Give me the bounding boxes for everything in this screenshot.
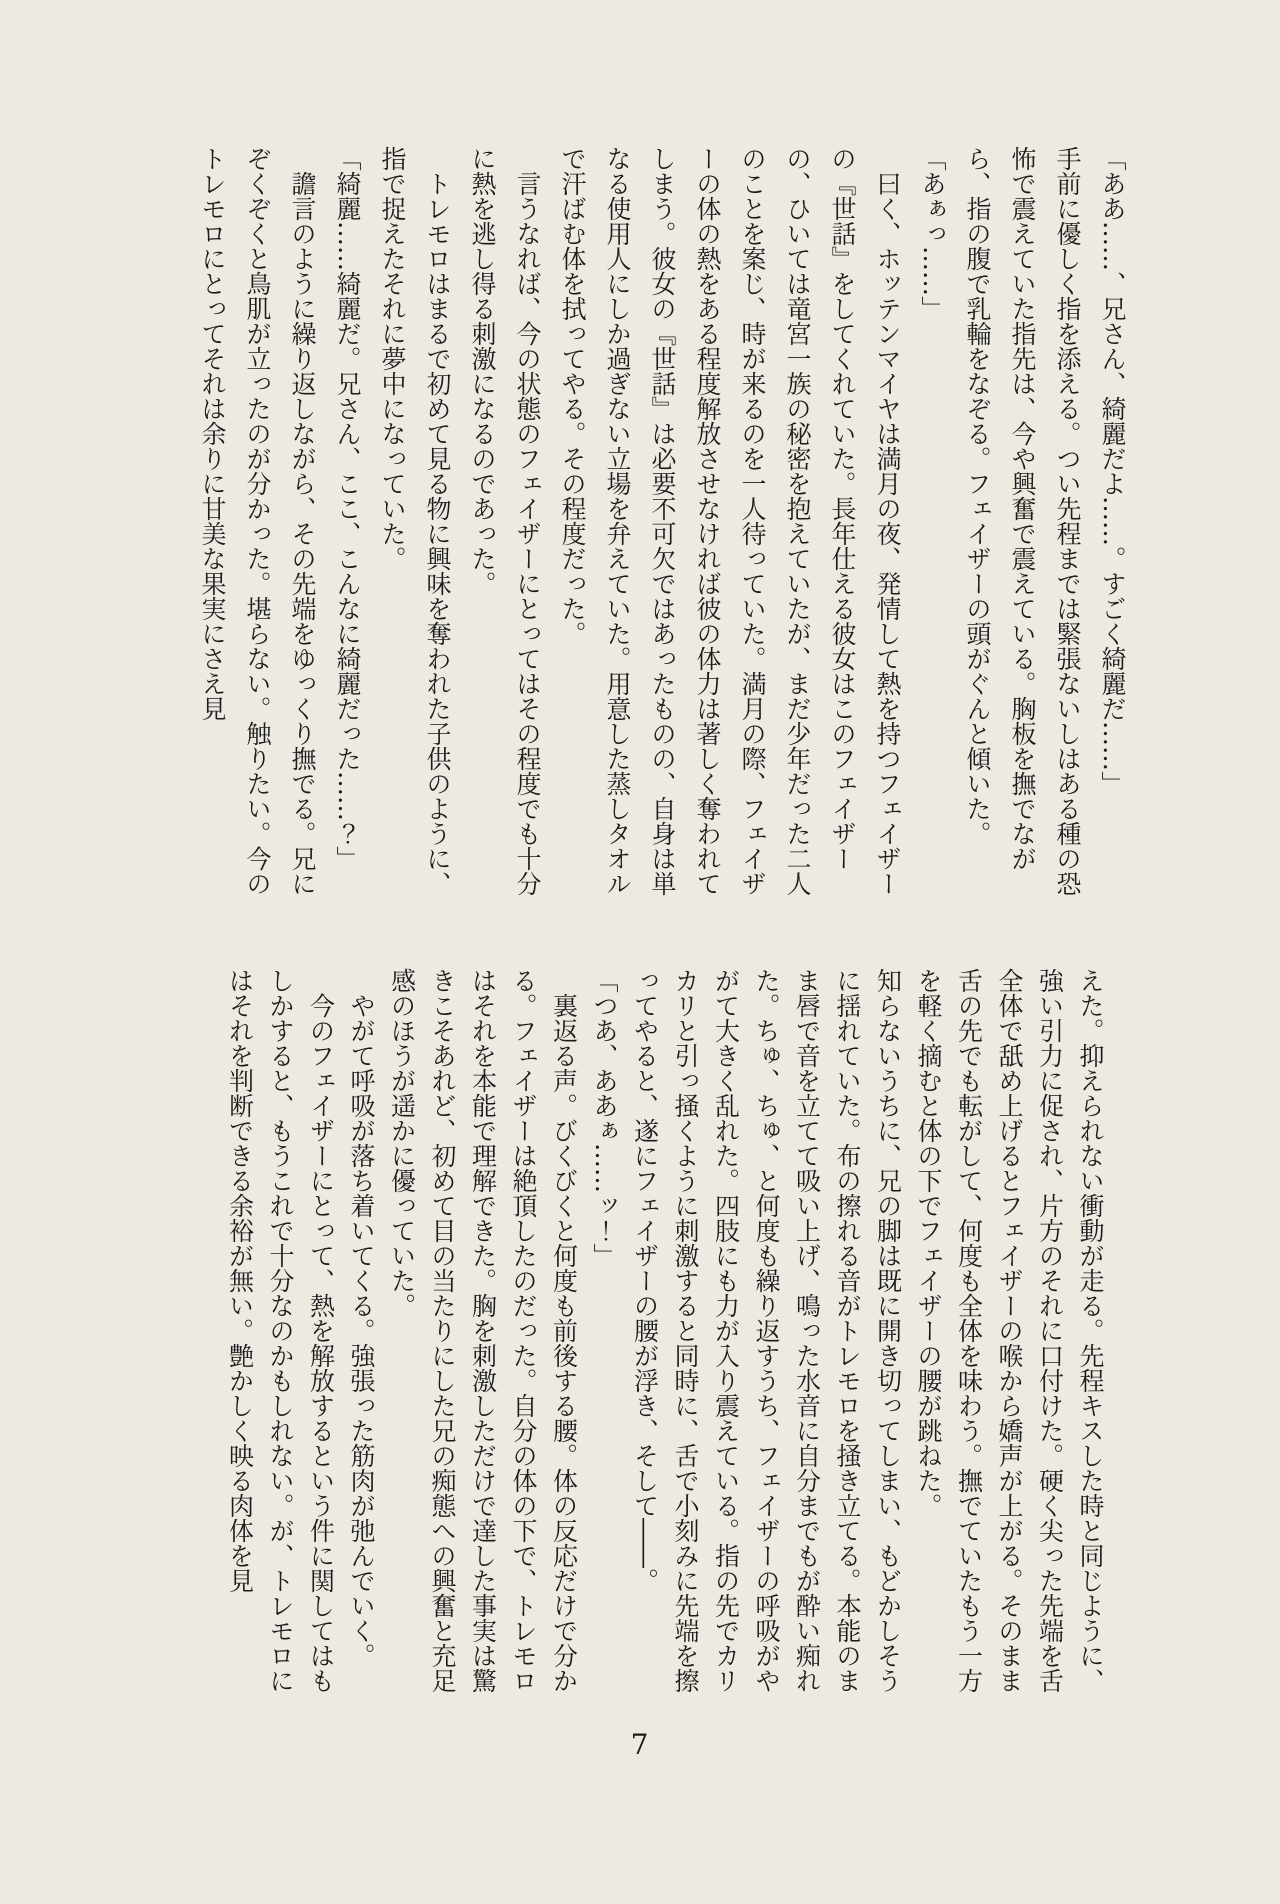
paragraph: 裏返る声。びくびくと何度も前後する腰。体の反応だけで分かる。フェイザーは絶頂したのだった。自分の体の下で、トレモロはそれを本能で理解できた。胸を刺激しただけで達した事実は驚きこそあれど、初めて目の当たりにした兄の痴態への興奮と充足感のほうが遥かに優っていた。 <box>387 968 579 1693</box>
paragraph: 「綺麗……綺麗だ。兄さん、ここ、こんなに綺麗だった……？」 <box>333 146 362 871</box>
paragraph: 言うなれば、今の状態のフェイザーにとってはその程度でも十分に熱を逃し得る刺激になるのであった。 <box>468 146 542 896</box>
paragraph: えた。抑えられない衝動が走る。先程キスした時と同じように、強い引力に促され、片方のそれに口付けた。硬く尖った先端を舌全体で舐め上げるとフェイザーの喉から嬌声が上がる。そのまま舌の先でも転がして、何度も全体を味わう。撫でていたもう一方を軽く摘むと体の下でフェイザーの腰が跳ねた。 <box>914 968 1105 1693</box>
paragraph: 「つあ、ああぁ……ッ！」 <box>590 968 619 1268</box>
text-block-bottom <box>152 968 1110 1708</box>
paragraph: やがて呼吸が落ち着いてくる。強張った筋肉が弛んでいく。 <box>347 993 376 1668</box>
paragraph: 今のフェイザーにとって、熱を解放するという件に関してはもしかすると、もうこれで十分なのかもしれない。が、トレモロにはそれを判断できる余裕が無い。艶かしく映る肉体を見 <box>225 968 336 1693</box>
paragraph: 知らないうちに、兄の脚は既に開き切ってしまい、もどかしそうに揺れていた。布の擦れる音がトレモロを掻き立てる。本能のまま唇で音を立てて吸い上げ、鳴った水音に自分までもが酔い痴れた。ちゅ、ちゅ、と何度も繰り返すうち、フェイザーの呼吸がやがて大きく乱れた。四肢にも力が入り震えている。指の先でカリカリと引っ掻くように刺激すると同時に、舌で小刻みに先端を擦ってやると、遂にフェイザーの腰が浮き、そして――。 <box>630 968 903 1693</box>
paragraph: 「ああ……、兄さん、綺麗だよ……。すごく綺麗だ……」 <box>1098 146 1127 796</box>
paragraph: 曰く、ホッテンマイヤは満月の夜、発情して熱を持つフェイザーの『世話』をしてくれていた。長年仕える彼女はこのフェイザーの、ひいては竜宮一族の秘密を抱えていたが、まだ少年だった二人のことを案じ、時が来るのを一人待っていた。満月の際、フェイザーの体の熱をある程度解放させなければ彼の体力は著しく奪われてしまう。彼女の『世話』は必要不可欠ではあったものの、自身は単なる使用人にしか過ぎない立場を弁えていた。用意した蒸しタオルで汗ばむ体を拭ってやる。その程度だった。 <box>558 146 902 896</box>
paragraph: 「あぁっ……」 <box>918 146 947 321</box>
paragraph: トレモロはまるで初めて見る物に興味を奪われた子供のように、指で捉えたそれに夢中になっていた。 <box>378 146 452 896</box>
paragraph: 譫言のように繰り返しながら、その先端をゆっくり撫でる。兄にぞくぞくと鳥肌が立ったのが分かった。堪らない。触りたい。今のトレモロにとってそれは余りに甘美な果実にさえ見 <box>198 146 317 896</box>
paragraph: 手前に優しく指を添える。つい先程までは緊張ないしはある種の恐怖で震えていた指先は、今や興奮で震えている。胸板を撫でながら、指の腹で乳輪をなぞる。フェイザーの頭がぐんと傾いた。 <box>963 146 1082 896</box>
page-number: 7 <box>630 1728 650 1761</box>
text-block-top <box>85 146 1135 904</box>
